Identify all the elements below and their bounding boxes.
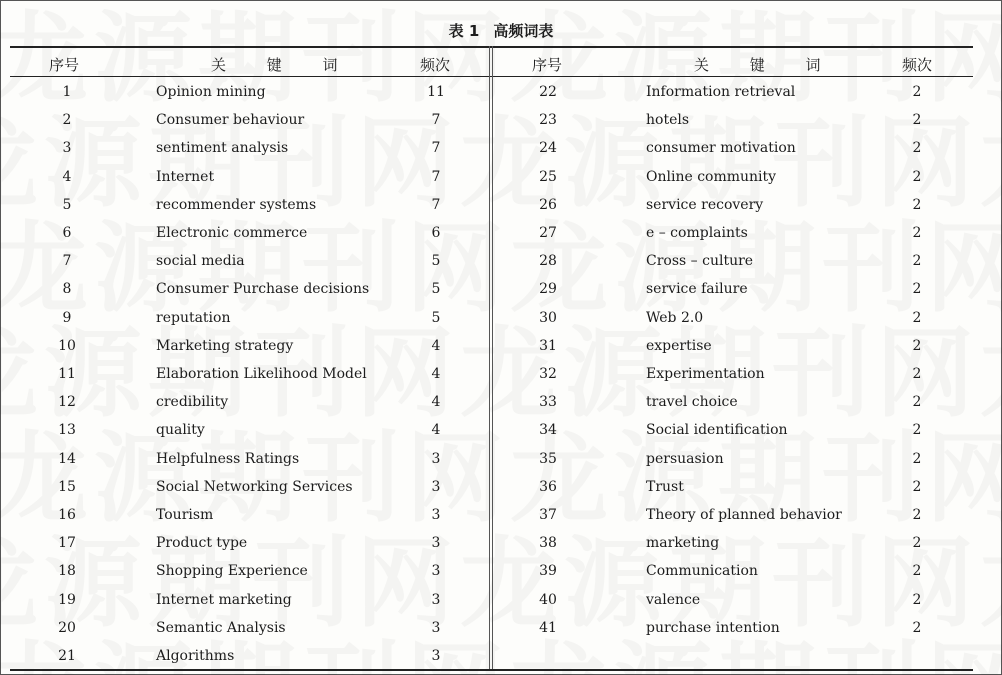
row-keyword: Semantic Analysis bbox=[156, 620, 286, 636]
row-number: 2 bbox=[62, 112, 72, 128]
row-number: 18 bbox=[58, 563, 76, 579]
row-count: 2 bbox=[912, 563, 922, 579]
row-count: 2 bbox=[912, 366, 922, 382]
row-count: 2 bbox=[912, 394, 922, 410]
row-number: 13 bbox=[58, 422, 76, 438]
row-number: 33 bbox=[539, 394, 557, 410]
row-count: 6 bbox=[431, 225, 441, 241]
row-count: 2 bbox=[912, 479, 922, 495]
row-keyword: Electronic commerce bbox=[156, 225, 308, 241]
bottom-rule bbox=[10, 669, 973, 671]
row-count: 2 bbox=[912, 592, 922, 608]
row-number: 17 bbox=[58, 535, 76, 551]
row-number: 19 bbox=[58, 592, 76, 608]
row-keyword: e – complaints bbox=[646, 225, 748, 241]
row-keyword: Marketing strategy bbox=[156, 338, 294, 354]
row-keyword: travel choice bbox=[646, 394, 738, 410]
row-number: 23 bbox=[539, 112, 557, 128]
row-number: 35 bbox=[539, 451, 557, 467]
row-number: 22 bbox=[539, 84, 557, 100]
row-count: 3 bbox=[431, 479, 441, 495]
row-count: 3 bbox=[431, 592, 441, 608]
row-count: 11 bbox=[427, 84, 445, 100]
row-count: 4 bbox=[431, 338, 441, 354]
row-keyword: valence bbox=[646, 592, 701, 608]
row-number: 26 bbox=[539, 197, 557, 213]
header-count-right: 频次 bbox=[902, 56, 933, 74]
row-keyword: consumer motivation bbox=[646, 140, 796, 156]
column-divider-2 bbox=[492, 46, 493, 669]
row-count: 5 bbox=[431, 281, 441, 297]
row-keyword: sentiment analysis bbox=[156, 140, 289, 156]
row-count: 2 bbox=[912, 507, 922, 523]
row-count: 4 bbox=[431, 422, 441, 438]
row-keyword: expertise bbox=[646, 338, 712, 354]
row-keyword: Algorithms bbox=[156, 648, 235, 664]
row-number: 7 bbox=[62, 253, 72, 269]
row-number: 34 bbox=[539, 422, 557, 438]
row-number: 32 bbox=[539, 366, 557, 382]
row-count: 3 bbox=[431, 648, 441, 664]
row-number: 16 bbox=[58, 507, 76, 523]
row-count: 2 bbox=[912, 422, 922, 438]
row-keyword: Theory of planned behavior bbox=[646, 507, 842, 523]
header-seq-left: 序号 bbox=[49, 56, 80, 74]
row-number: 25 bbox=[539, 169, 557, 185]
row-number: 9 bbox=[62, 310, 72, 326]
row-keyword: hotels bbox=[646, 112, 690, 128]
row-count: 3 bbox=[431, 507, 441, 523]
row-keyword: Cross – culture bbox=[646, 253, 754, 269]
row-number: 14 bbox=[58, 451, 76, 467]
header-count-left: 频次 bbox=[420, 56, 451, 74]
row-number: 41 bbox=[539, 620, 557, 636]
row-keyword: Experimentation bbox=[646, 366, 765, 382]
row-number: 29 bbox=[539, 281, 557, 297]
row-keyword: reputation bbox=[156, 310, 231, 326]
row-keyword: marketing bbox=[646, 535, 720, 551]
row-number: 6 bbox=[62, 225, 72, 241]
row-number: 20 bbox=[58, 620, 76, 636]
row-keyword: Consumer Purchase decisions bbox=[156, 281, 370, 297]
table-number: 表 1 bbox=[448, 22, 480, 40]
row-keyword: credibility bbox=[156, 394, 229, 410]
row-number: 3 bbox=[62, 140, 72, 156]
table-name: 高频词表 bbox=[493, 22, 554, 40]
row-number: 21 bbox=[58, 648, 76, 664]
column-divider bbox=[489, 46, 490, 669]
row-keyword: Social identification bbox=[646, 422, 788, 438]
row-number: 1 bbox=[62, 84, 72, 100]
row-keyword: service recovery bbox=[646, 197, 764, 213]
row-number: 10 bbox=[58, 338, 76, 354]
row-number: 30 bbox=[539, 310, 557, 326]
row-count: 7 bbox=[431, 197, 441, 213]
row-count: 2 bbox=[912, 112, 922, 128]
row-keyword: persuasion bbox=[646, 451, 724, 467]
row-count: 2 bbox=[912, 451, 922, 467]
row-count: 2 bbox=[912, 281, 922, 297]
row-count: 2 bbox=[912, 84, 922, 100]
row-keyword: quality bbox=[156, 422, 205, 438]
row-count: 3 bbox=[431, 451, 441, 467]
header-keyword-left: 关 键 词 bbox=[211, 56, 356, 74]
row-number: 27 bbox=[539, 225, 557, 241]
row-number: 24 bbox=[539, 140, 557, 156]
row-count: 3 bbox=[431, 535, 441, 551]
row-count: 2 bbox=[912, 197, 922, 213]
row-number: 31 bbox=[539, 338, 557, 354]
row-number: 15 bbox=[58, 479, 76, 495]
row-keyword: Product type bbox=[156, 535, 248, 551]
row-keyword: Information retrieval bbox=[646, 84, 796, 100]
row-number: 11 bbox=[58, 366, 76, 382]
row-count: 7 bbox=[431, 169, 441, 185]
row-keyword: Consumer behaviour bbox=[156, 112, 305, 128]
row-keyword: Trust bbox=[646, 479, 684, 495]
row-keyword: Internet marketing bbox=[156, 592, 292, 608]
row-count: 2 bbox=[912, 620, 922, 636]
row-number: 38 bbox=[539, 535, 557, 551]
row-keyword: Shopping Experience bbox=[156, 563, 308, 579]
row-keyword: Communication bbox=[646, 563, 758, 579]
row-count: 7 bbox=[431, 140, 441, 156]
row-number: 12 bbox=[58, 394, 76, 410]
row-count: 2 bbox=[912, 253, 922, 269]
header-seq-right: 序号 bbox=[532, 56, 563, 74]
row-number: 4 bbox=[62, 169, 72, 185]
row-keyword: Opinion mining bbox=[156, 84, 266, 100]
row-keyword: Elaboration Likelihood Model bbox=[156, 366, 367, 382]
row-keyword: service failure bbox=[646, 281, 748, 297]
row-count: 5 bbox=[431, 310, 441, 326]
row-keyword: Helpfulness Ratings bbox=[156, 451, 300, 467]
row-count: 3 bbox=[431, 620, 441, 636]
row-count: 4 bbox=[431, 366, 441, 382]
row-count: 2 bbox=[912, 338, 922, 354]
row-count: 2 bbox=[912, 169, 922, 185]
row-count: 3 bbox=[431, 563, 441, 579]
row-number: 5 bbox=[62, 197, 72, 213]
row-number: 36 bbox=[539, 479, 557, 495]
row-count: 7 bbox=[431, 112, 441, 128]
row-keyword: social media bbox=[156, 253, 245, 269]
row-number: 37 bbox=[539, 507, 557, 523]
row-keyword: purchase intention bbox=[646, 620, 780, 636]
header-keyword-right: 关 键 词 bbox=[694, 56, 839, 74]
row-count: 4 bbox=[431, 394, 441, 410]
row-keyword: Web 2.0 bbox=[646, 310, 704, 326]
table-title bbox=[0, 20, 1002, 41]
row-keyword: Online community bbox=[646, 169, 777, 185]
row-count: 5 bbox=[431, 253, 441, 269]
row-number: 8 bbox=[62, 281, 72, 297]
row-keyword: Internet bbox=[156, 169, 215, 185]
row-keyword: Tourism bbox=[156, 507, 214, 523]
row-number: 28 bbox=[539, 253, 557, 269]
row-count: 2 bbox=[912, 225, 922, 241]
row-count: 2 bbox=[912, 535, 922, 551]
row-keyword: recommender systems bbox=[156, 197, 317, 213]
row-count: 2 bbox=[912, 310, 922, 326]
row-keyword: Social Networking Services bbox=[156, 479, 353, 495]
row-count: 2 bbox=[912, 140, 922, 156]
row-number: 39 bbox=[539, 563, 557, 579]
row-number: 40 bbox=[539, 592, 557, 608]
